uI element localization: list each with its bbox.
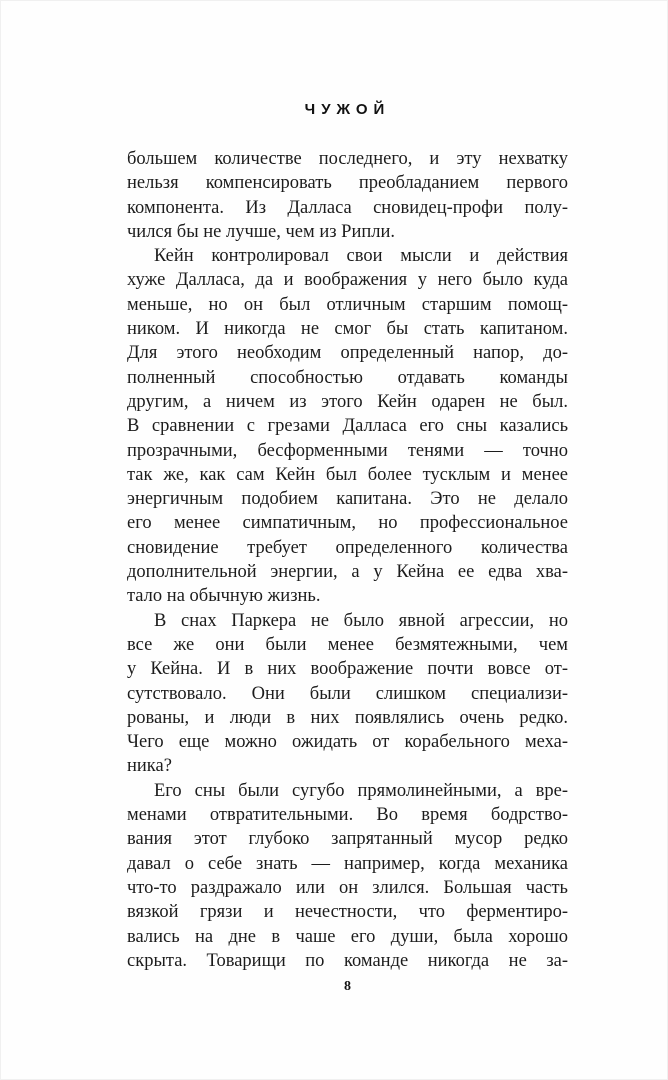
text-line: все же они были менее безмятежными, чем [127, 634, 568, 655]
text-line: ника? [127, 756, 172, 777]
text-line: у Кейна. И в них воображение почти вовсе от- [127, 659, 568, 680]
text-line: Кейн контролировал свои мысли и действия [154, 246, 568, 267]
text-line: другим, а ничем из этого Кейн одарен не был. [127, 391, 568, 412]
text-line: вались на дне в чаше его души, была хорошо [127, 926, 568, 947]
text-line: В сравнении с грезами Далласа его сны казались [127, 416, 568, 437]
text-line: нельзя компенсировать преобладанием первого [127, 173, 568, 194]
text-line: чился бы не лучше, чем из Рипли. [127, 221, 396, 242]
text-line: тало на обычную жизнь. [127, 586, 321, 607]
text-line: вязкой грязи и нечестности, что ферментиро- [127, 902, 568, 923]
text-line: сутствовало. Они были слишком специализи- [127, 683, 568, 704]
text-line: полненный способностью отдавать команды [127, 367, 568, 388]
text-line: Его сны были сугубо прямолинейными, а вре- [154, 780, 568, 801]
text-line: Чего еще можно ожидать от корабельного меха- [127, 732, 568, 753]
text-line: энергичным подобием капитана. Это не делало [127, 489, 568, 510]
paragraph [127, 609, 568, 779]
text-line: компонента. Из Далласа сновидец-профи полу- [127, 197, 568, 218]
text-line: вания этот глубоко запрятанный мусор редко [127, 829, 568, 850]
text-line: меньше, но он был отличным старшим помощ- [127, 294, 568, 315]
text-line: так же, как сам Кейн был более тусклым и менее [127, 464, 568, 485]
text-line: В снах Паркера не было явной агрессии, но [154, 610, 568, 631]
text-line: что-то раздражало или он злился. Большая часть [127, 877, 568, 898]
page-body [127, 147, 568, 973]
running-title: ЧУЖОЙ [304, 101, 391, 118]
text-line: его менее симпатичным, но профессиональное [127, 513, 568, 534]
text-line: скрыта. Товарищи по команде никогда не за- [127, 950, 568, 971]
text-line: менами отвратительными. Во время бодрство- [127, 805, 568, 826]
text-line: дополнительной энергии, а у Кейна ее едва хва- [127, 562, 568, 583]
text-line: хуже Далласа, да и воображения у него было куда [127, 270, 568, 291]
paragraph [127, 779, 568, 973]
text-line: Для этого необходим определенный напор, до- [127, 343, 568, 364]
page-number: 8 [344, 979, 351, 994]
text-line: рованы, и люди в них появлялись очень редко. [127, 707, 568, 728]
text-line: большем количестве последнего, и эту нехватку [127, 149, 568, 169]
text-line: сновидение требует определенного количества [127, 537, 568, 558]
text-line: прозрачными, бесформенными тенями — точно [127, 440, 568, 461]
paragraph [127, 244, 568, 608]
text-line: давал о себе знать — например, когда механика [127, 853, 568, 874]
text-line: ником. И никогда не смог бы стать капитаном. [127, 319, 568, 340]
paragraph [127, 147, 568, 244]
